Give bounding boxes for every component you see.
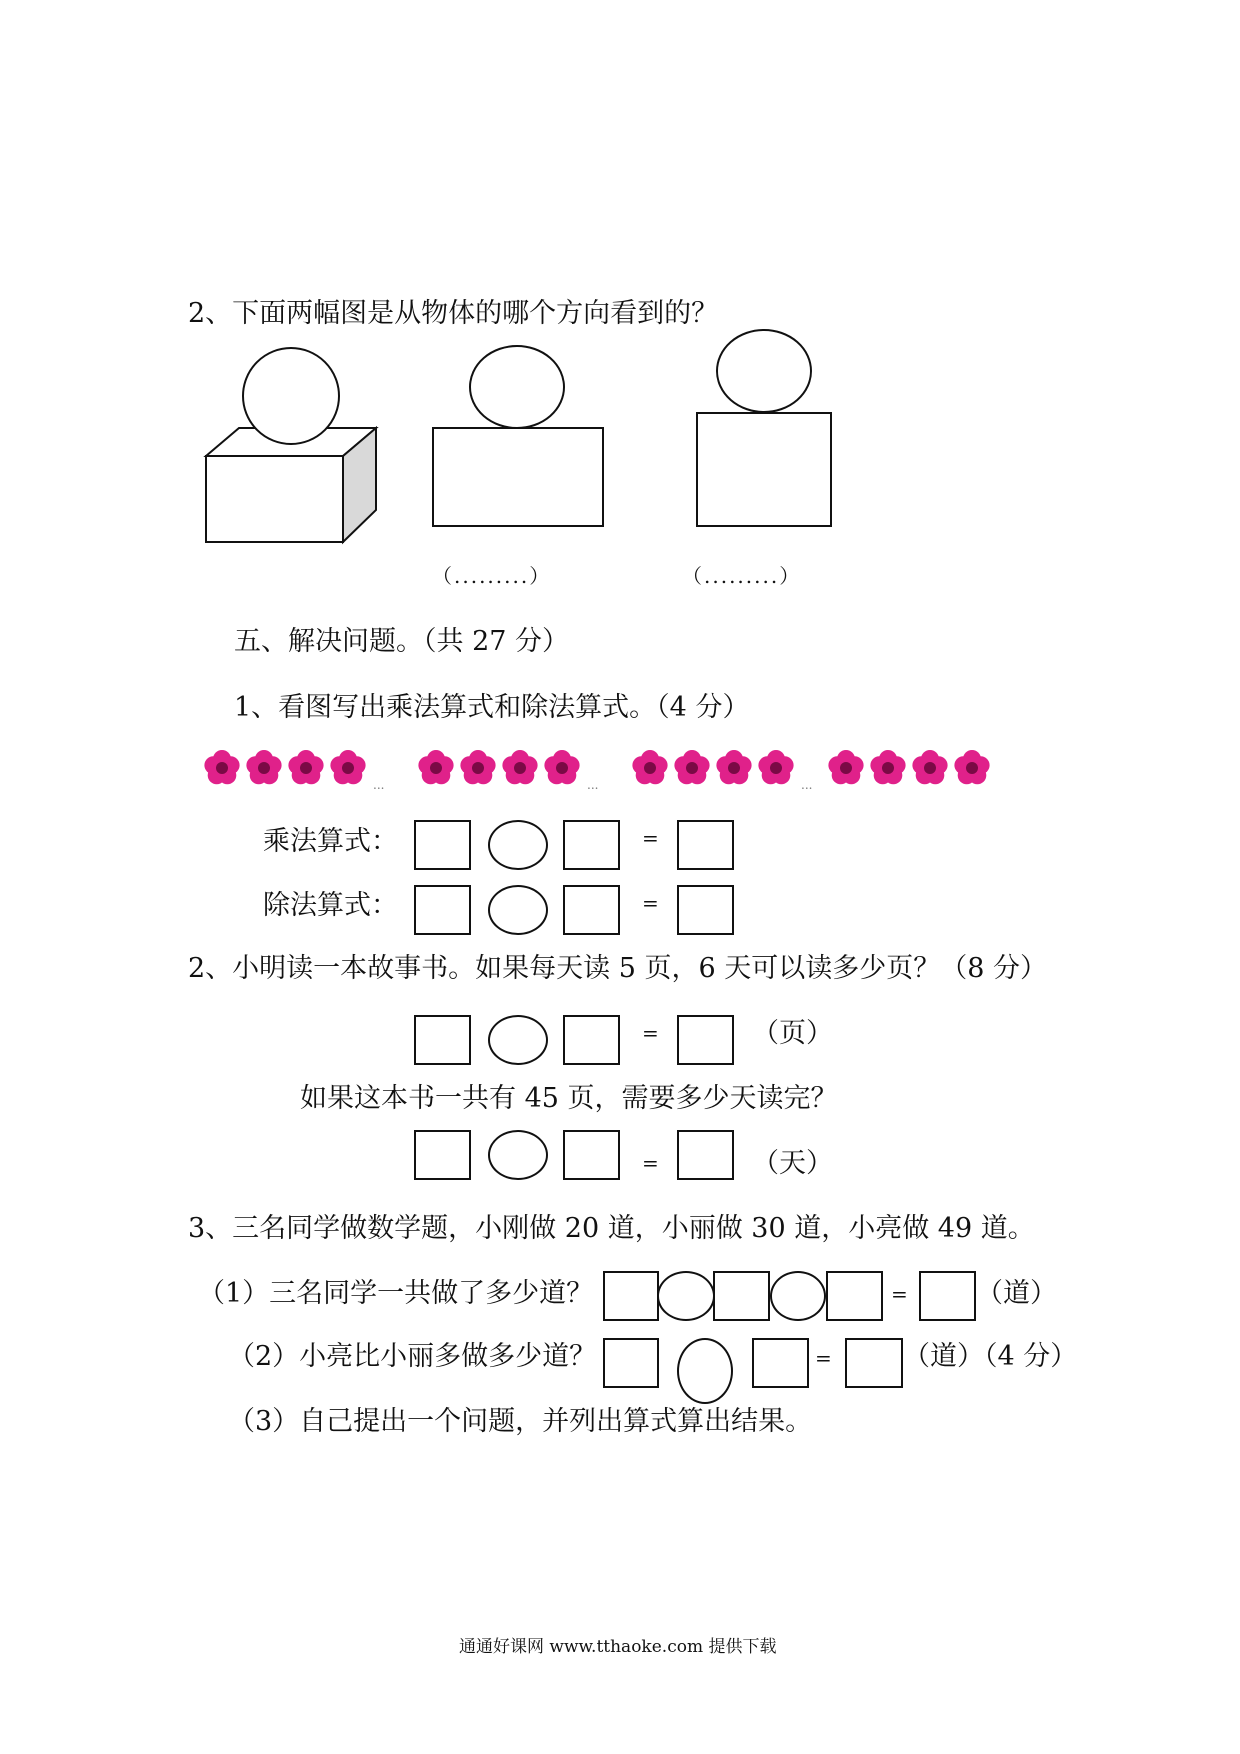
q3-sub2-box-1[interactable]: [603, 1338, 659, 1388]
equals-sign: =: [642, 1151, 659, 1175]
view1-circle: [470, 346, 564, 428]
divide-label: 除法算式：: [263, 890, 398, 921]
multiply-box-1[interactable]: [414, 820, 471, 870]
divide-result-box[interactable]: [677, 885, 734, 935]
answer-blank-2[interactable]: （.........）: [682, 564, 802, 588]
flower-icon: [417, 749, 455, 787]
divide-box-2[interactable]: [563, 885, 620, 935]
answer-blank-1[interactable]: （.........）: [432, 564, 552, 588]
q3-prompt: 3、三名同学做数学题，小刚做 20 道，小丽做 30 道，小亮做 49 道。: [188, 1213, 1035, 1244]
divide-box-1[interactable]: [414, 885, 471, 935]
q2b-result-box[interactable]: [677, 1130, 734, 1180]
footer-credit: 通通好课网 www.tthaoke.com 提供下载: [459, 1637, 777, 1657]
divide-operator-oval[interactable]: [488, 885, 548, 935]
equals-sign: =: [891, 1282, 908, 1306]
flower-icon: [203, 749, 241, 787]
q3-sub1-unit: （道）: [976, 1278, 1057, 1309]
q2-result-box[interactable]: [677, 1015, 734, 1065]
flower-icon: [673, 749, 711, 787]
view-figure-2: [697, 330, 831, 526]
q2b-box-1[interactable]: [414, 1130, 471, 1180]
multiply-label: 乘法算式：: [263, 826, 398, 857]
equals-sign: =: [815, 1346, 832, 1370]
flower-icon: [869, 749, 907, 787]
group-separator: ...: [373, 778, 385, 792]
flower-icon: [715, 749, 753, 787]
flower-icon: [287, 749, 325, 787]
flower-icon: [459, 749, 497, 787]
q2b-operator-oval[interactable]: [488, 1130, 548, 1180]
flower-icon: [245, 749, 283, 787]
flower-icon: [827, 749, 865, 787]
view1-rect: [433, 428, 603, 526]
unit-pages: （页）: [752, 1018, 833, 1049]
multiply-operator-oval[interactable]: [488, 820, 548, 870]
group-separator: ...: [801, 778, 813, 792]
view2-rect: [697, 413, 831, 526]
q3-sub1-box-3[interactable]: [826, 1271, 883, 1321]
flower-icon: [911, 749, 949, 787]
sphere: [243, 348, 339, 444]
flower-icon: [757, 749, 795, 787]
flower-icon: [631, 749, 669, 787]
q3-sub1-result-box[interactable]: [919, 1271, 976, 1321]
flower-icon: [501, 749, 539, 787]
equals-sign: =: [642, 1021, 659, 1045]
q3-sub2-operator-oval[interactable]: [677, 1338, 733, 1404]
q3-sub2-box-2[interactable]: [752, 1338, 809, 1388]
q2b-box-2[interactable]: [563, 1130, 620, 1180]
q3-sub1-operator-oval-2[interactable]: [770, 1271, 826, 1321]
q3-sub2: （2）小亮比小丽多做多少道？: [228, 1341, 597, 1372]
q3-sub2-unit: （道）（4 分）: [903, 1341, 1078, 1372]
q2-box-2[interactable]: [563, 1015, 620, 1065]
view-figure-1: [433, 346, 603, 526]
flower-icon: [329, 749, 367, 787]
cube-front: [206, 456, 343, 542]
q2-prompt: 2、小明读一本故事书。如果每天读 5 页，6 天可以读多少页？（8 分）: [188, 953, 1048, 984]
q3-sub1-box-2[interactable]: [713, 1271, 770, 1321]
flower-icon: [543, 749, 581, 787]
q2-box-1[interactable]: [414, 1015, 471, 1065]
q2-operator-oval[interactable]: [488, 1015, 548, 1065]
unit-days: （天）: [752, 1148, 833, 1179]
equals-sign: =: [642, 891, 659, 915]
q3-sub1-operator-oval-1[interactable]: [657, 1271, 715, 1321]
multiply-result-box[interactable]: [677, 820, 734, 870]
q3-sub1-box-1[interactable]: [603, 1271, 659, 1321]
q3-sub1: （1）三名同学一共做了多少道？: [198, 1278, 594, 1309]
group-separator: ...: [587, 778, 599, 792]
equals-sign: =: [642, 826, 659, 850]
solid-figure: [206, 348, 376, 542]
multiply-box-2[interactable]: [563, 820, 620, 870]
question-views: 2、下面两幅图是从物体的哪个方向看到的？: [188, 298, 719, 329]
flower-icon: [953, 749, 991, 787]
view2-circle: [717, 330, 811, 412]
q1-prompt: 1、看图写出乘法算式和除法算式。（4 分）: [234, 692, 750, 723]
q3-sub3: （3）自己提出一个问题，并列出算式算出结果。: [228, 1406, 813, 1437]
q2-followup: 如果这本书一共有 45 页，需要多少天读完？: [300, 1083, 838, 1114]
section-heading: 五、解决问题。（共 27 分）: [234, 626, 570, 657]
q3-sub2-result-box[interactable]: [845, 1338, 903, 1388]
